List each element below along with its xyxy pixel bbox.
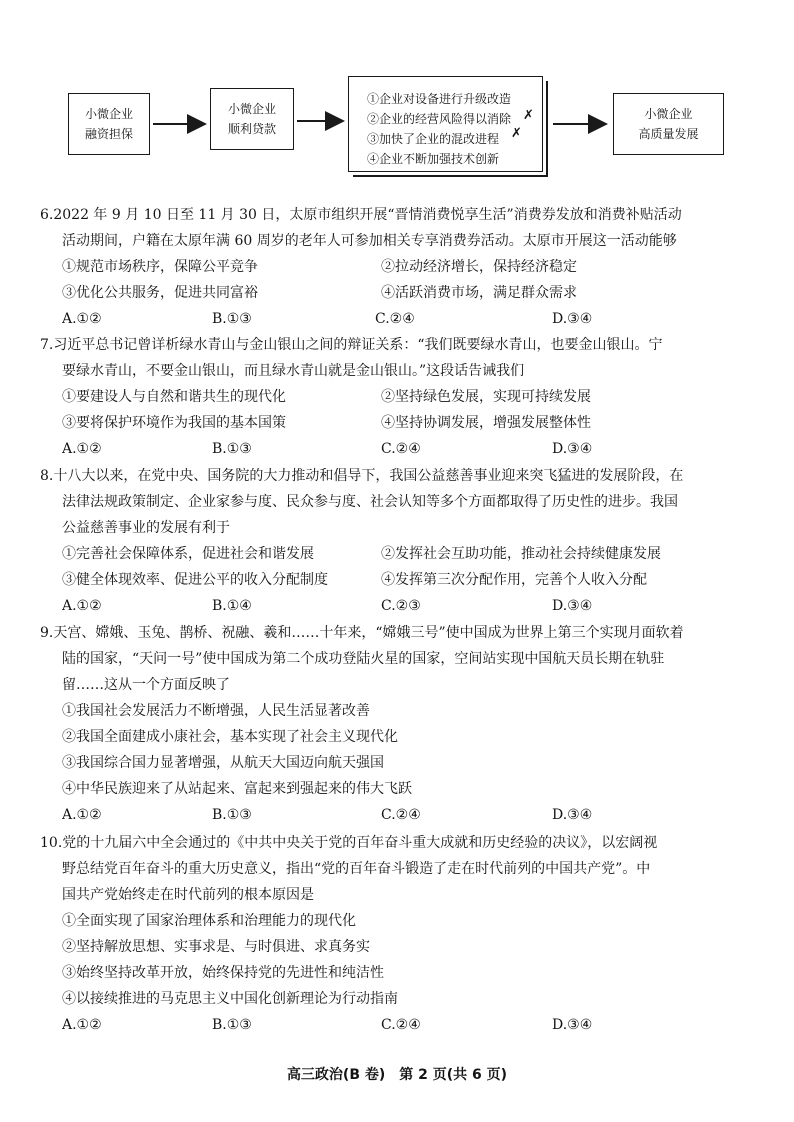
option-a[interactable]: A.①② <box>62 441 102 457</box>
choice-item: ②坚持解放思想、实事求是、与时俱进、求真务实 <box>62 939 370 955</box>
option-c[interactable]: C.②③ <box>381 598 421 614</box>
q10-options <box>62 1015 782 1035</box>
q9-stem-line-2: 陆的国家，“天问一号”使中国成为第二个成功登陆火星的国家，空间站实现中国航天员长期在轨驻 <box>62 651 665 667</box>
option-c[interactable]: C.②④ <box>381 441 421 457</box>
option-b[interactable]: B.①③ <box>212 311 252 327</box>
page-footer: 高三政治(B 卷) 第 2 页(共 6 页) <box>286 1067 508 1083</box>
q8-choices-row-2 <box>62 570 790 590</box>
option-a[interactable]: A.①② <box>62 598 102 614</box>
option-b[interactable]: B.①③ <box>212 441 252 457</box>
choice-item: ③优化公共服务，促进共同富裕 <box>62 285 258 301</box>
option-d[interactable]: D.③④ <box>552 441 593 457</box>
cross-mark-icon: ✗ <box>511 126 522 141</box>
cross-mark-icon: ✗ <box>523 108 534 123</box>
choice-item: ①要建设人与自然和谐共生的现代化 <box>62 389 286 405</box>
q8-options <box>62 596 782 616</box>
q8-choices-row-1 <box>62 544 790 564</box>
choice-item: ①我国社会发展活力不断增强，人民生活显著改善 <box>62 703 370 719</box>
choice-item: ③始终坚持改革开放，始终保持党的先进性和纯洁性 <box>62 965 384 981</box>
option-c[interactable]: C.②④ <box>381 1017 421 1033</box>
choice-item: ③我国综合国力显著增强，从航天大国迈向航天强国 <box>62 755 384 771</box>
q7-stem-line-1: 7.习近平总书记曾详析绿水青山与金山银山之间的辩证关系：“我们既要绿水青山，也要金山银山。宁 <box>40 337 663 353</box>
q6-stem-line-2: 活动期间，户籍在太原年满 60 周岁的老年人可参加相关专享消费券活动。太原市开展这一活动能够 <box>62 233 677 249</box>
q9-stem-line-1: 9.天宫、嫦娥、玉兔、鹊桥、祝融、羲和……十年来，“嫦娥三号”使中国成为世界上第三个实现月面软着 <box>40 625 684 641</box>
q7-stem-line-2: 要绿水青山，不要金山银山，而且绿水青山就是金山银山。”这段话告诫我们 <box>62 363 525 379</box>
choice-item: ②发挥社会互助功能，推动社会持续健康发展 <box>381 546 661 562</box>
q9-stem-line-3: 留……这从一个方面反映了 <box>62 677 230 693</box>
choice-item: ①规范市场秩序，保障公平竞争 <box>62 259 258 275</box>
flow-box-high-quality-development: 小微企业 高质量发展 <box>613 93 724 155</box>
option-c[interactable]: C.②④ <box>381 807 421 823</box>
option-a[interactable]: A.①② <box>62 311 102 327</box>
flow-box-options: ①企业对设备进行升级改造 ②企业的经营风险得以消除 ③加快了企业的混改进程 ④企业不断加强技术创新 <box>348 76 543 172</box>
q6-choices-row-1 <box>62 257 790 277</box>
choice-item: ③健全体现效率、促进公平的收入分配制度 <box>62 572 328 588</box>
option-a[interactable]: A.①② <box>62 1017 102 1033</box>
q8-stem-line-3: 公益慈善事业的发展有利于 <box>62 520 230 536</box>
choice-item: ②我国全面建成小康社会，基本实现了社会主义现代化 <box>62 729 398 745</box>
choice-item: ①全面实现了国家治理体系和治理能力的现代化 <box>62 913 356 929</box>
flow-box-financing-guarantee: 小微企业 融资担保 <box>68 93 150 155</box>
q10-stem-line-3: 国共产党始终走在时代前列的根本原因是 <box>62 887 314 903</box>
q9-options <box>62 805 782 825</box>
option-c[interactable]: C.②④ <box>375 311 415 327</box>
q6-choices-row-2 <box>62 283 790 303</box>
choice-item: ④以接续推进的马克思主义中国化创新理论为行动指南 <box>62 991 398 1007</box>
q7-choices-row-2 <box>62 413 790 433</box>
choice-item: ④活跃消费市场，满足群众需求 <box>381 285 577 301</box>
option-d[interactable]: D.③④ <box>552 807 593 823</box>
choice-item: ①完善社会保障体系，促进社会和谐发展 <box>62 546 314 562</box>
q8-stem-line-2: 法律法规政策制定、企业家参与度、民众参与度、社会认知等多个方面都取得了历史性的进步。我国 <box>62 494 678 510</box>
option-b[interactable]: B.①④ <box>212 598 252 614</box>
q8-stem-line-1: 8.十八大以来，在党中央、国务院的大力推动和倡导下，我国公益慈善事业迎来突飞猛进的发展阶段，在 <box>40 468 684 484</box>
flow-box-smooth-loan: 小微企业 顺利贷款 <box>210 88 294 150</box>
choice-item: ④坚持协调发展，增强发展整体性 <box>381 415 591 431</box>
option-d[interactable]: D.③④ <box>552 1017 593 1033</box>
choice-item: ②拉动经济增长，保持经济稳定 <box>381 259 577 275</box>
option-a[interactable]: A.①② <box>62 807 102 823</box>
option-b[interactable]: B.①③ <box>212 807 252 823</box>
choice-item: ③要将保护环境作为我国的基本国策 <box>62 415 286 431</box>
option-d[interactable]: D.③④ <box>552 598 593 614</box>
option-b[interactable]: B.①③ <box>212 1017 252 1033</box>
choice-item: ④发挥第三次分配作用，完善个人收入分配 <box>381 572 647 588</box>
q6-stem-line-1: 6.2022 年 9 月 10 日至 11 月 30 日，太原市组织开展“晋情消费悦享生活”消费券发放和消费补贴活动 <box>40 207 682 223</box>
q10-stem-line-1: 10.党的十九届六中全会通过的《中共中央关于党的百年奋斗重大成就和历史经验的决议》，以宏阔视 <box>40 835 658 851</box>
q6-options <box>62 309 782 329</box>
choice-item: ②坚持绿色发展，实现可持续发展 <box>381 389 591 405</box>
q10-stem-line-2: 野总结党百年奋斗的重大历史意义，指出“党的百年奋斗锻造了走在时代前列的中国共产党”。中 <box>62 861 651 877</box>
q7-choices-row-1 <box>62 387 790 407</box>
option-d[interactable]: D.③④ <box>552 311 593 327</box>
q7-options <box>62 439 782 459</box>
choice-item: ④中华民族迎来了从站起来、富起来到强起来的伟大飞跃 <box>62 781 412 797</box>
